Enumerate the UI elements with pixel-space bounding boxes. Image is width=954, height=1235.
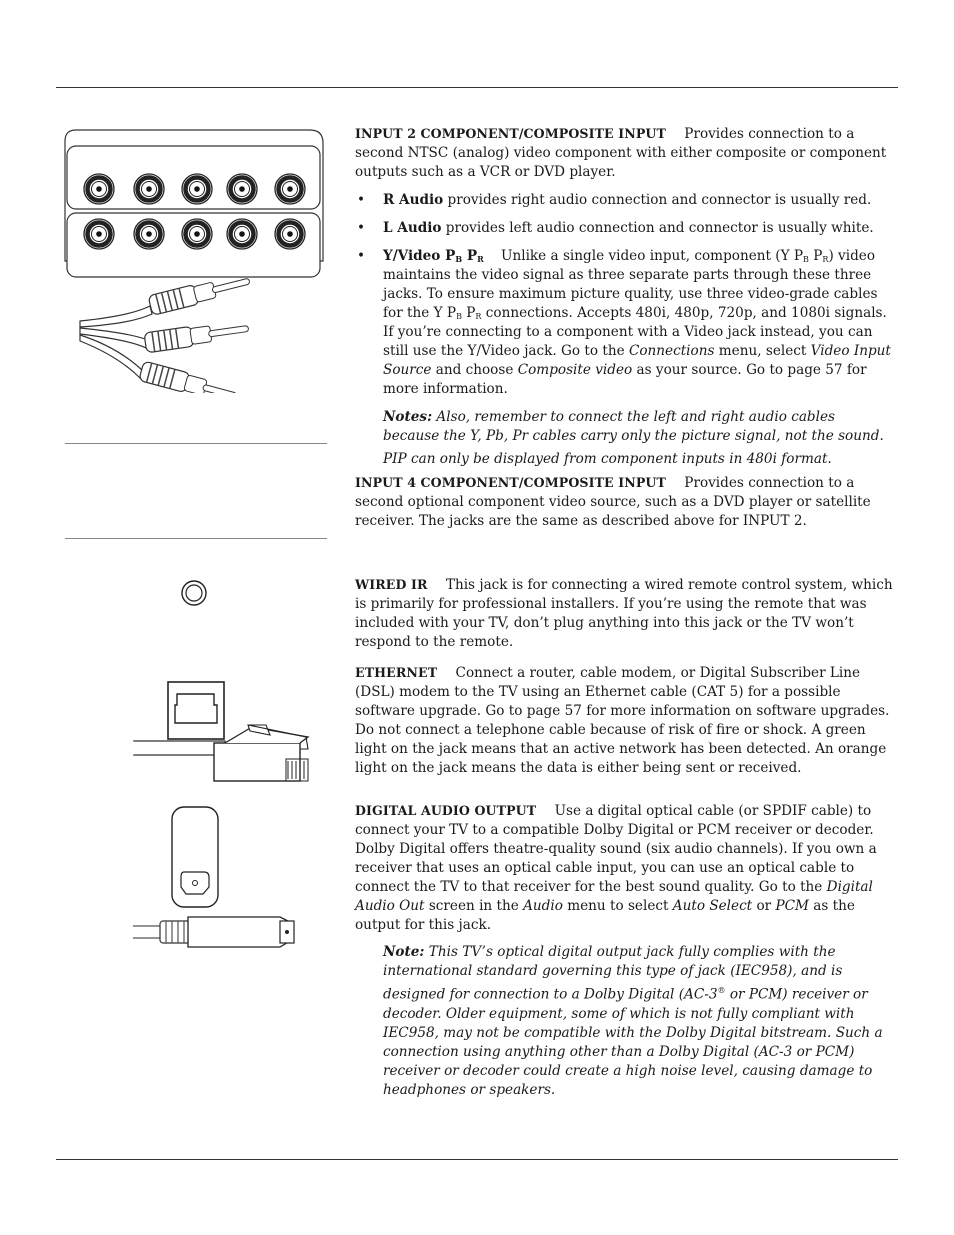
bullet-dot: •	[357, 220, 366, 236]
top-rule	[56, 87, 898, 88]
ethernet-section	[355, 663, 895, 778]
bullet-dot: •	[357, 248, 366, 264]
video-input-source-ref: Video Input Source	[383, 343, 891, 378]
bottom-rule	[56, 1159, 898, 1160]
l-audio-bullet	[355, 219, 895, 238]
l-audio-text: provides left audio connection and connector is usually white.	[445, 220, 874, 236]
note-label: Note:	[383, 944, 425, 960]
rca-plug-1	[148, 271, 252, 315]
ethernet-text: Connect a router, cable modem, or Digital Subscriber Line (DSL) modem to the TV using an Ethernet cable (CAT 5) for a possible software upgrade. Go to page 57 for more information on software upgrades. Do not connect a telephone cable because of risk of fire or shock. A green light on the jack means that an active network has been detected. An orange light on the jack means the data is either being sent or received.	[355, 665, 890, 776]
input2-heading: INPUT 2 COMPONENT/COMPOSITE INPUT	[355, 126, 666, 141]
input4-section	[355, 473, 895, 531]
connections-menu-ref: Connections	[628, 343, 715, 359]
input2-notes-pip: PIP can only be displayed from component inputs in 480i format.	[383, 451, 832, 467]
digital-audio-out-ref: Digital Audio Out	[355, 879, 873, 914]
l-audio-label: L Audio	[383, 220, 442, 236]
r-audio-label: R Audio	[383, 192, 444, 208]
y-video-text: Unlike a single video input, component (Y $P_B$ $P_R$) video maintains the video signal as three separate parts through these three jacks. To ensure maximum picture quality, use three video-grade cables for the Y $P_B$ $P_R$ connections. Accepts 480i, 480p, 720p, and 1080i signals. If you’re connecting to a component with a Video jack instead, you can still use the Y/Video jack. Go to the Connections menu, select Video Input Source and choose Composite video as your source. Go to page 57 for more information.	[383, 248, 891, 397]
notes-text-1: Also, remember to connect the left and right audio cables because the Y, Pb, Pr cables carry only the picture signal, not the sound.	[383, 409, 884, 444]
input2-section	[355, 124, 895, 469]
digital-optical-jack-illustration	[130, 805, 305, 955]
ethernet-heading: ETHERNET	[355, 665, 438, 680]
rca-plug-2	[144, 319, 250, 353]
wired-ir-jack-icon	[180, 580, 210, 608]
sidebar-divider-2	[65, 538, 327, 539]
pcm-ref: PCM	[775, 898, 809, 914]
input2-intro	[355, 124, 895, 182]
ethernet-jack-illustration	[130, 675, 320, 790]
wired-ir-section	[355, 575, 895, 652]
y-video-label: Y/Video $P_B$ $P_R$	[383, 248, 484, 264]
auto-select-ref: Auto Select	[672, 898, 753, 914]
digital-audio-text: Use a digital optical cable (or SPDIF cable) to connect your TV to a compatible Dolby Digital or PCM receiver or decoder. Dolby Digital offers theatre-quality sound (six audio channels). If you own a receiver that uses an optical cable input, you can use an optical cable to connect the TV to that receiver for the best sound quality. Go to the Digital Audio Out screen in the Audio menu to select Auto Select or PCM as the output for this jack.	[355, 803, 877, 933]
composite-video-ref: Composite video	[517, 362, 633, 378]
input4-text: Provides connection to a second optional component video source, such as a DVD player or satellite receiver. The jacks are the same as described above for INPUT 2.	[355, 475, 871, 529]
wired-ir-heading: WIRED IR	[355, 577, 428, 592]
audio-menu-ref: Audio	[523, 898, 563, 914]
input2-notes	[355, 408, 895, 446]
sidebar-divider-1	[65, 443, 327, 444]
input2-intro-text: Provides connection to a second NTSC (analog) video component with either composite or component outputs such as a VCR or DVD player.	[355, 126, 887, 180]
r-audio-text: provides right audio connection and connector is usually red.	[447, 192, 872, 208]
r-audio-bullet	[355, 191, 895, 210]
wired-ir-text: This jack is for connecting a wired remote control system, which is primarily for professional installers. If you’re using the remote that was included with your TV, don’t plug anything into this jack or the TV won’t respond to the remote.	[355, 577, 893, 650]
digital-audio-heading: DIGITAL AUDIO OUTPUT	[355, 803, 537, 818]
y-video-bullet	[355, 247, 895, 399]
bullet-dot: •	[357, 192, 366, 208]
notes-label: Notes:	[383, 409, 433, 425]
digital-audio-note: Note: This TV’s optical digital output jack fully complies with the international standard governing this type of jack (IEC958), and is designed for connection to a Dolby Digital (AC-3® or PCM) receiver or decoder. Older equipment, some of which is not fully compliant with IEC958, may not be compatible with the Dolby Digital bitstream. Such a connection using anything other than a Dolby Digital (AC-3 or PCM) receiver or decoder could create a high noise level, causing damage to headphones or speakers.	[383, 944, 883, 1098]
input4-heading: INPUT 4 COMPONENT/COMPOSITE INPUT	[355, 475, 666, 490]
digital-audio-section	[355, 801, 895, 1100]
rca-plug-3	[139, 361, 239, 393]
component-jack-panel-illustration	[60, 128, 328, 393]
